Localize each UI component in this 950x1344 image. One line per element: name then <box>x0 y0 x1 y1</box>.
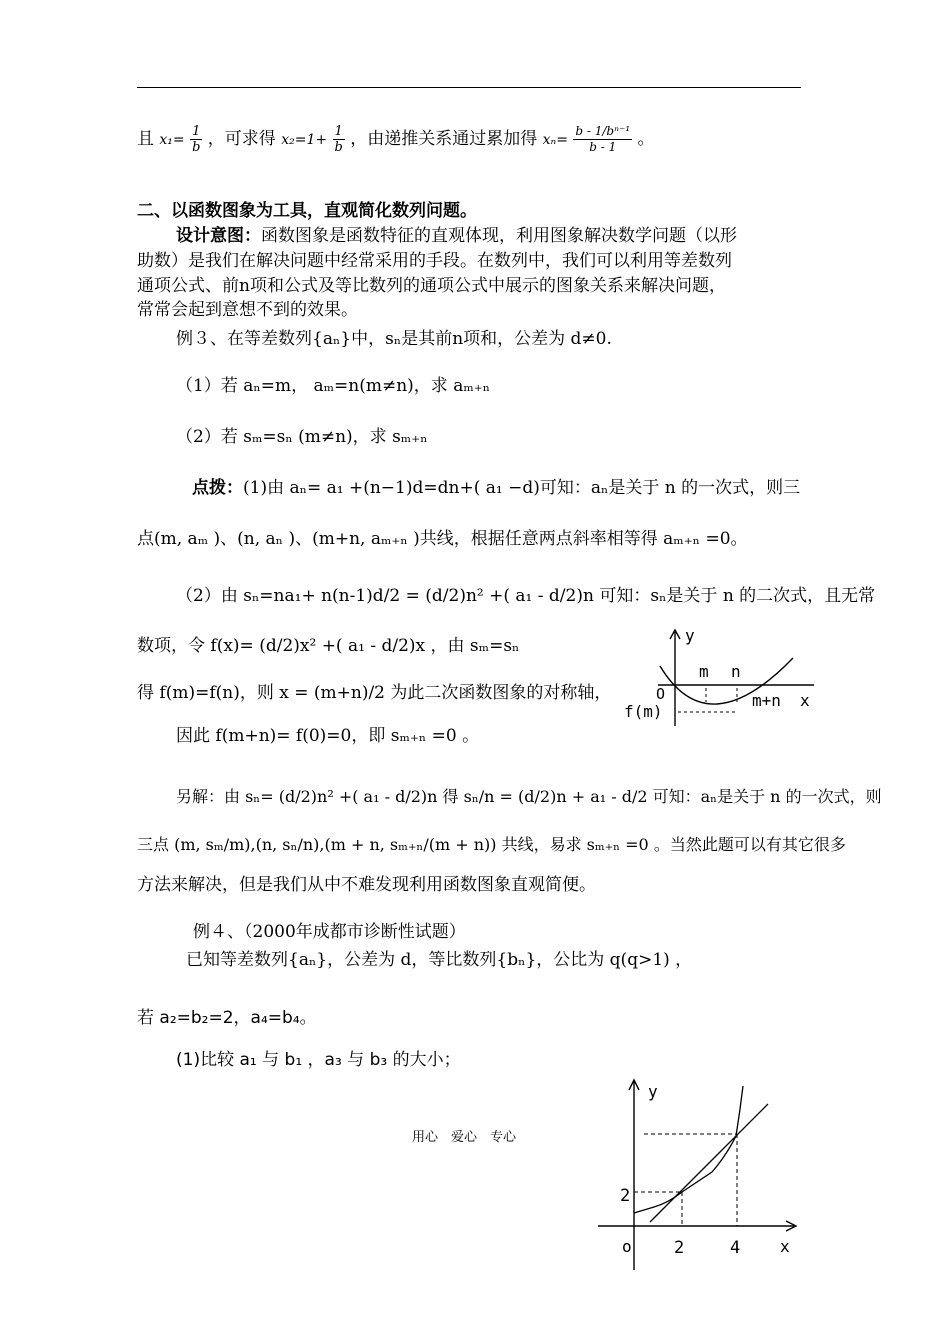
hint-line-3: （2）由 sₙ=na₁+ n(n-1)d/2 = (d/2)n² +( a₁ - d/2)n 可知：sₙ是关于 n 的二次式，且无常 <box>176 586 876 606</box>
x1-label: x₁= <box>159 132 185 148</box>
text-qie: 且 <box>137 129 154 149</box>
graph1-label-x: x <box>800 691 810 710</box>
hint-line-6: 因此 f(m+n)= f(0)=0，即 sₘ₊ₙ =0 。 <box>176 726 480 746</box>
graph2-label-x: x <box>780 1237 790 1256</box>
example-4-line-1: 已知等差数列{aₙ}，公差为 d，等比数列{bₙ}，公比为 q(q>1) ， <box>186 950 693 970</box>
alt-solution-line-1: 另解：由 sₙ= (d/2)n² +( a₁ - d/2)n 得 sₙ/n = (d/2)n + a₁ - d/2 可知：aₙ是关于 n 的一次式，则 <box>176 787 882 806</box>
fraction-xn <box>573 124 632 155</box>
hint-line-2: 点(m, aₘ )、(n, aₙ )、(m+n, aₘ₊ₙ )共线，根据任意两点斜率相等得 aₘ₊ₙ =0。 <box>137 529 748 549</box>
graph2-label-y: y <box>648 1082 658 1101</box>
recurrence-line <box>137 124 655 155</box>
design-line-2: 助数）是我们在解决问题中经常采用的手段。在数列中，我们可以利用等差数列 <box>137 251 732 271</box>
text-recursion: ，由递推关系通过累加得 <box>350 129 538 149</box>
fraction-1-over-b <box>190 124 202 155</box>
parabola-graph <box>618 626 818 730</box>
header-rule <box>137 87 801 88</box>
design-line-1 <box>176 224 737 248</box>
example-4-line-2: 若 a₂=b₂=2，a₄=b₄。 <box>137 1008 317 1028</box>
graph2-label-2x: 2 <box>674 1238 685 1258</box>
graph1-label-fm: f(m) <box>624 702 663 721</box>
frac-num: 1 <box>334 124 343 139</box>
text-kqiude: ，可求得 <box>207 129 276 149</box>
graph1-label-n: n <box>731 662 741 681</box>
design-line-4: 常常会起到意想不到的效果。 <box>137 300 358 320</box>
example-3-question-2: （2）若 sₘ=sₙ (m≠n)，求 sₘ₊ₙ <box>176 427 428 447</box>
frac-den: b <box>192 140 201 155</box>
example-3-question-1: （1）若 aₙ=m， aₘ=n(m≠n)，求 aₘ₊ₙ <box>176 376 491 396</box>
page-footer: 用心 爱心 专心 <box>412 1130 517 1145</box>
graph1-label-o: O <box>656 685 666 703</box>
graph2-label-2y: 2 <box>620 1186 631 1206</box>
hint-line-5: 得 f(m)=f(n)，则 x = (m+n)/2 为此二次函数图象的对称轴， <box>137 683 612 703</box>
hint-line-1 <box>192 476 800 500</box>
design-line-3: 通项公式、前n项和公式及等比数列的通项公式中展示的图象关系来解决问题， <box>137 276 726 296</box>
section-2-title: 二、以函数图象为工具，直观简化数列问题。 <box>137 201 477 221</box>
hint-line-4: 数项，令 f(x)= (d/2)x² +( a₁ - d/2)x ，由 sₘ=sₙ <box>137 636 520 656</box>
frac-num: 1 <box>192 124 201 139</box>
graph2-label-4: 4 <box>730 1238 741 1258</box>
text-period: 。 <box>637 129 655 149</box>
fraction-1-over-b-2 <box>333 124 345 155</box>
line-an <box>650 1104 768 1222</box>
design-text-1: 函数图象是函数特征的直观体现，利用图象解决数学问题（以形 <box>261 226 737 246</box>
frac-den: b <box>334 140 343 155</box>
alt-solution-line-3: 方法来解决，但是我们从中不难发现利用函数图象直观简便。 <box>137 875 596 895</box>
hint-text-1: (1)由 aₙ= a₁ +(n−1)d=dn+( a₁ −d)可知：aₙ是关于 n 的一次式，则三 <box>243 478 801 498</box>
hint-label: 点拨： <box>192 478 243 498</box>
graph2-label-o: o <box>622 1237 632 1256</box>
line-exponential-graph <box>598 1076 808 1274</box>
curve-bn <box>634 1086 743 1213</box>
graph1-label-m: m <box>699 662 709 681</box>
frac-den: b - 1 <box>589 140 617 154</box>
frac-num: b - 1/bⁿ⁻¹ <box>575 124 631 138</box>
example-4-title: 例４、（2000年成都市诊断性试题） <box>193 922 466 942</box>
alt-solution-line-2: 三点 (m, sₘ/m),(n, sₙ/n),(m + n, sₘ₊ₙ/(m + n)) 共线，易求 sₘ₊ₙ =0 。当然此题可以有其它很多 <box>137 835 846 854</box>
graph1-label-y: y <box>685 626 695 645</box>
graph1-label-mn: m+n <box>752 691 781 710</box>
design-label: 设计意图： <box>176 226 261 246</box>
example-3-intro: 例３、在等差数列{aₙ}中，sₙ是其前n项和，公差为 d≠0. <box>176 329 612 349</box>
xn-label: xₙ= <box>542 132 568 148</box>
example-4-question-1: (1)比较 a₁ 与 b₁ ，a₃ 与 b₃ 的大小； <box>176 1050 461 1070</box>
x2-label: x₂=1+ <box>281 132 328 148</box>
